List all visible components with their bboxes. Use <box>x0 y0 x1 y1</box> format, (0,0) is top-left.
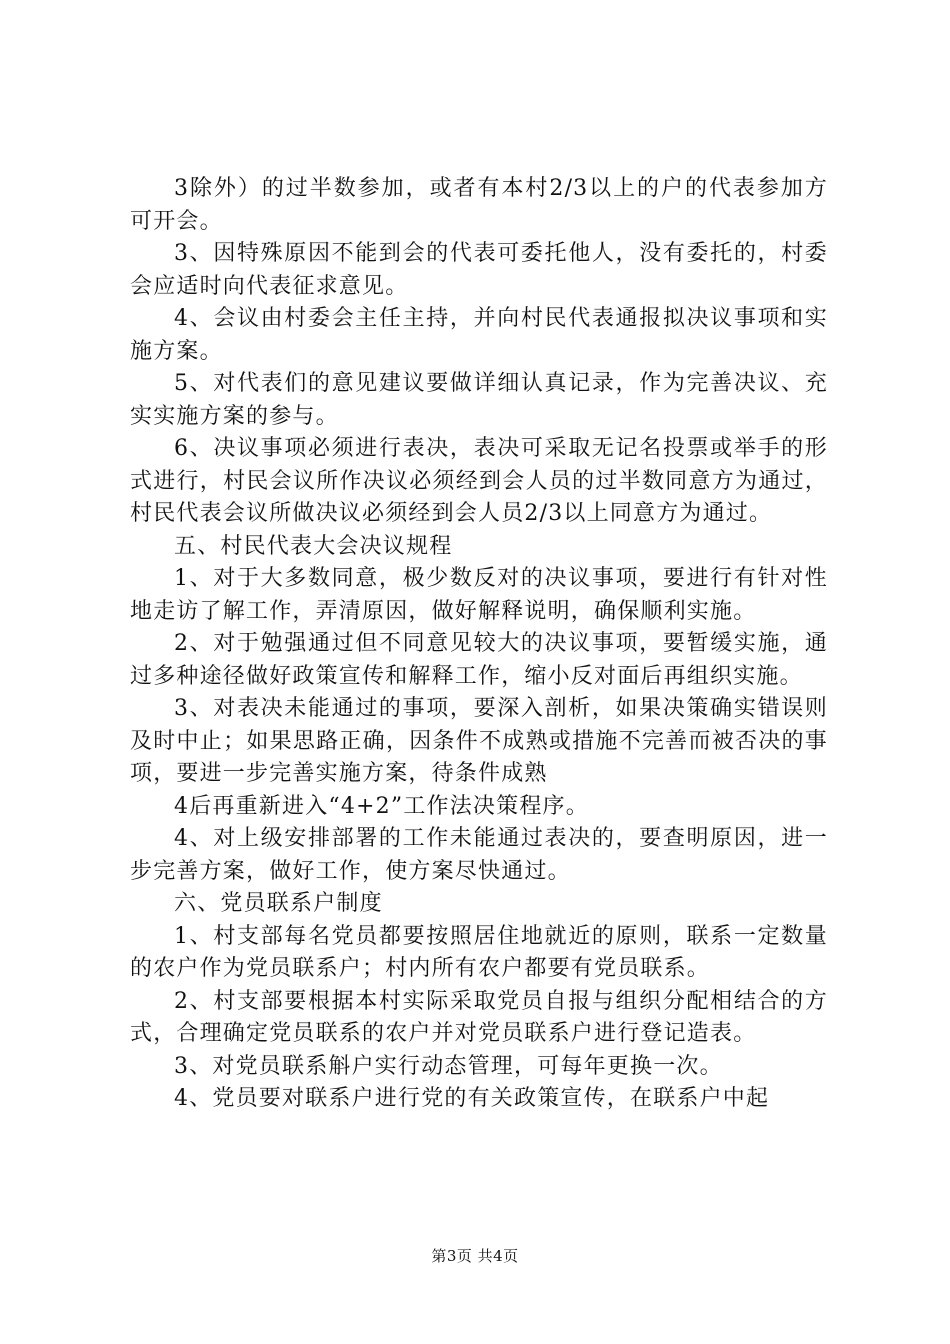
paragraph: 1、对于大多数同意，极少数反对的决议事项，要进行有针对性地走访了解工作，弄清原因，做好解释说明，确保顺利实施。 <box>130 566 828 624</box>
paragraph: 3除外）的过半数参加，或者有本村2/3以上的户的代表参加方可开会。 <box>130 176 828 234</box>
paragraph: 3、对党员联系斛户实行动态管理，可每年更换一次。 <box>174 1053 723 1079</box>
paragraph: 4、党员要对联系户进行党的有关政策宣传，在联系户中起 <box>174 1086 770 1111</box>
paragraph: 3、对表决未能通过的事项，要深入剖析，如果决策确实错误则及时中止；如果思路正确，因条件不成熟或措施不完善而被否决的事项，要进一步完善实施方案，待条件成熟 <box>130 696 828 786</box>
paragraph: 4后再重新进入“4+2”工作法决策程序。 <box>174 793 589 819</box>
section-heading: 六、党员联系户制度 <box>174 891 383 916</box>
paragraph: 2、村支部要根据本村实际采取党员自报与组织分配相结合的方式，合理确定党员联系的农户并对党员联系户进行登记造表。 <box>130 988 828 1046</box>
section-heading: 五、村民代表大会决议规程 <box>174 533 453 559</box>
paragraph: 4、会议由村委会主任主持，并向村民代表通报拟决议事项和实施方案。 <box>130 306 828 364</box>
paragraph: 2、对于勉强通过但不同意见较大的决议事项，要暂缓实施，通过多种途径做好政策宣传和解释工作，缩小反对面后再组织实施。 <box>130 631 828 689</box>
document-body <box>130 173 828 1116</box>
paragraph: 5、对代表们的意见建议要做详细认真记录，作为完善决议、充实实施方案的参与。 <box>130 371 828 429</box>
paragraph: 1、村支部每名党员都要按照居住地就近的原则，联系一定数量的农户作为党员联系户；村内所有农户都要有党员联系。 <box>130 923 828 981</box>
paragraph: 6、决议事项必须进行表决，表决可采取无记名投票或举手的形式进行，村民会议所作决议必须经到会人员的过半数同意方为通过，村民代表会议所做决议必须经到会人员2/3以上同意方为通过。 <box>130 436 828 526</box>
paragraph: 3、因特殊原因不能到会的代表可委托他人，没有委托的，村委会应适时向代表征求意见。 <box>130 241 828 299</box>
paragraph: 4、对上级安排部署的工作未能通过表决的，要查明原因，进一步完善方案，做好工作，使方案尽快通过。 <box>130 826 828 884</box>
page-footer: 第3页 共4页 <box>431 1247 519 1265</box>
